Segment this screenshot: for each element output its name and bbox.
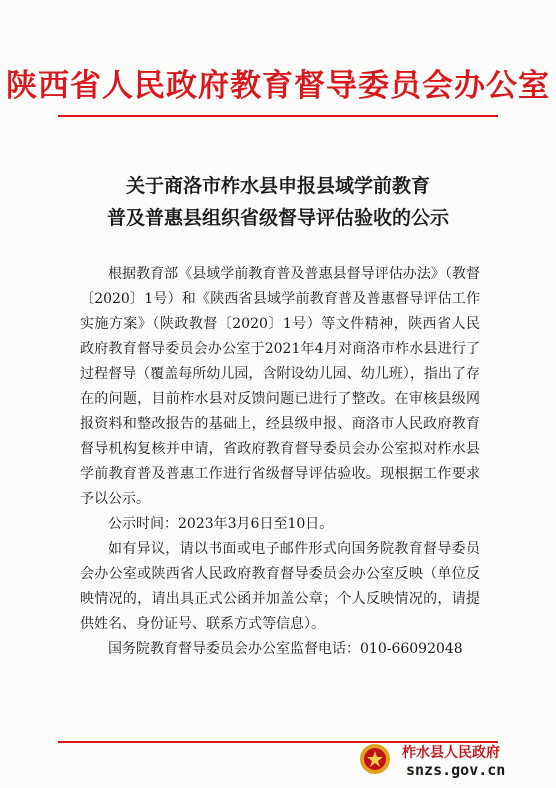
document-title-line-1: 关于商洛市柞水县申报县域学前教育	[125, 175, 430, 197]
body-paragraph-phone: 国务院教育督导委员会办公室监督电话：010-66092048	[108, 641, 463, 657]
watermark-url: snzs.gov.cn	[406, 761, 506, 779]
document-title	[0, 170, 556, 234]
body-paragraph-period: 公示时间：2023年3月6日至10日。	[108, 516, 334, 532]
body-paragraph-objection: 如有异议，请以书面或电子邮件形式向国务院教育督导委员会办公室或陕西省人民政府教育督导委员会办公室反映（单位反映情况的，请出具正式公函并加盖公章；个人反映情况的，请提供姓名、身份证号、联系方式等信息）。	[80, 541, 480, 632]
document-title-line-2: 普及普惠县组织省级督导评估验收的公示	[106, 207, 449, 229]
document-body	[80, 262, 480, 662]
header-red-rule	[58, 115, 498, 117]
org-header-title: 陕西省人民政府教育督导委员会办公室	[6, 68, 550, 104]
watermark-site-name: 柞水县人民政府	[402, 745, 500, 761]
body-paragraph-basis: 根据教育部《县域学前教育普及普惠县督导评估办法》（教督〔2020〕1号）和《陕西省县域学前教育普及普惠督导评估工作实施方案》（陕政教督〔2020〕1号）等文件精神，陕西省人民政府教育督导委员会办公室于2021年4月对商洛市柞水县进行了过程督导（覆盖每所幼儿园，含附设幼儿园、幼儿班），指出了存在的问题，目前柞水县对反馈问题已进行了整改。在审核县级网报资料和整改报告的基础上，经县级申报、商洛市人民政府教育督导机构复核并申请，省政府教育督导委员会办公室拟对柞水县学前教育普及普惠工作进行省级督导评估验收。现根据工作要求予以公示。	[80, 266, 480, 507]
emblem-icon	[358, 742, 392, 776]
site-watermark	[358, 742, 548, 782]
